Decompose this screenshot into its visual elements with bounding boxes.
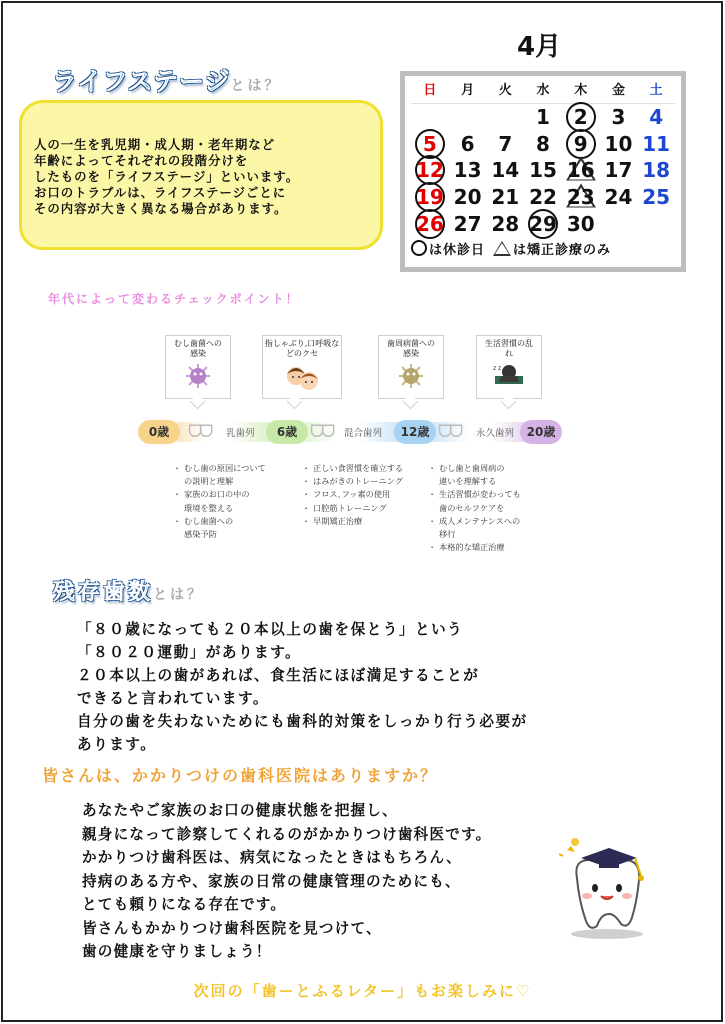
calendar-weekday: 月 — [461, 82, 475, 98]
list-item: ・ むし歯と歯周病の 違いを理解する — [433, 462, 521, 488]
calendar-weekday: 金 — [611, 82, 625, 98]
age-badge: 20歳 — [520, 420, 562, 444]
germ-icon — [396, 362, 426, 390]
sleeping-person-icon — [491, 362, 527, 388]
children-icon — [282, 362, 322, 392]
calendar-day: 8 — [536, 131, 550, 156]
list-item: ・ 早期矯正治療 — [307, 515, 403, 528]
body-line: とても頼りになる存在です。 — [82, 896, 287, 913]
calendar-day: 11 — [642, 131, 671, 156]
body-line: あります。 — [77, 736, 157, 753]
svg-text:z z: z z — [493, 365, 502, 372]
calendar-weekday: 火 — [498, 82, 512, 98]
calendar-day: 29 — [524, 211, 562, 237]
life-stage-heading — [52, 62, 282, 96]
calendar-empty-cell — [600, 211, 638, 237]
list-item: ・ 家族のお口の中の 環境を整える — [178, 488, 266, 514]
stage-label: 永久歯列 — [476, 428, 515, 439]
calendar-legend — [411, 239, 675, 258]
calendar-weekday: 水 — [536, 82, 550, 98]
body-line: かかりつけ歯科医は、病気になったときはもちろん、 — [82, 849, 462, 866]
calendar-weekday: 土 — [649, 82, 663, 98]
calendar-day: 5 — [411, 131, 449, 157]
bubble-label: 歯周病菌への感染 — [387, 339, 435, 358]
calendar-week-row — [411, 131, 675, 158]
age-timeline — [138, 420, 562, 444]
calendar-day: 27 — [453, 211, 482, 236]
calendar-day: 16 — [562, 157, 600, 183]
body-line: 「８０２０運動」があります。 — [77, 644, 302, 661]
legend-ortho-text: は矯正診療のみ — [513, 242, 612, 258]
life-stage-line: 人の一生を乳児期・成人期・老年期など — [34, 137, 276, 152]
calendar-day: 17 — [604, 158, 633, 183]
calendar-day: 13 — [453, 158, 482, 183]
calendar-day: 19 — [411, 184, 449, 210]
calendar — [400, 71, 686, 272]
germ-icon — [183, 362, 213, 390]
calendar-week-row — [411, 184, 675, 211]
calendar-day: 24 — [604, 185, 633, 210]
legend-closed-text: は休診日 — [429, 242, 486, 258]
body-line: 自分の歯を失わないためにも歯科的対策をしっかり行う必要が — [77, 713, 528, 730]
remaining-teeth-heading — [53, 575, 204, 606]
calendar-day: 30 — [566, 211, 595, 236]
checkpoint-bubble — [378, 335, 444, 399]
tooth-mascot-icon — [555, 838, 660, 940]
calendar-week-row — [411, 104, 675, 131]
body-line: 歯の健康を守りましょう！ — [82, 943, 272, 960]
tooth-icon: ᗜᗜ — [188, 422, 211, 442]
calendar-day: 2 — [562, 104, 600, 130]
calendar-week-row — [411, 157, 675, 184]
calendar-week-row — [411, 210, 675, 237]
life-stage-line: 年齢によってそれぞれの段階分けを — [34, 153, 249, 168]
remaining-teeth-title-suffix: とは？ — [153, 587, 205, 603]
body-line: あなたやご家族のお口の健康状態を把握し、 — [82, 802, 398, 819]
list-item: ・ 生活習慣が変わっても 歯のセルフケアを — [433, 488, 521, 514]
age-badge: 0歳 — [138, 420, 180, 444]
calendar-day: 1 — [536, 105, 550, 130]
list-item: ・ フロス､フッ素の使用 — [307, 488, 403, 501]
body-line: 親身になって診察してくれるのがかかりつけ歯科医です。 — [82, 825, 492, 843]
tooth-icon: ᗜᗜ — [310, 422, 333, 442]
calendar-day: 4 — [649, 105, 664, 130]
age-badge: 12歳 — [394, 420, 436, 444]
life-stage-line: お口のトラブルは、ライフステージごとに — [34, 185, 287, 200]
checkpoint-list-0 — [178, 462, 266, 541]
calendar-empty-cell — [637, 211, 675, 237]
family-dentist-heading: 皆さんは、かかりつけの歯科医院はありますか？ — [42, 766, 439, 785]
calendar-month: 4月 — [517, 32, 562, 62]
calendar-empty-cell — [411, 104, 449, 130]
body-line: 皆さんもかかりつけ歯科医院を見つけて、 — [82, 919, 382, 937]
list-item: ・ むし歯菌への 感染予防 — [178, 515, 266, 541]
life-stage-title-suffix: とは？ — [230, 78, 282, 94]
family-dentist-body — [82, 799, 491, 964]
checkpoint-title: 年代によって変わるチェックポイント！ — [48, 292, 300, 306]
calendar-body — [411, 104, 675, 237]
list-item: ・ むし歯の原因について の説明と理解 — [178, 462, 266, 488]
calendar-day: 20 — [453, 185, 482, 210]
calendar-day: 21 — [491, 185, 520, 210]
tooth-icon: ᗜᗜ — [438, 422, 461, 442]
triangle-icon — [493, 241, 511, 256]
list-item: ・ 本格的な矯正治療 — [433, 541, 521, 554]
bubble-label: 指しゃぶり,口呼吸などのクセ — [264, 339, 340, 358]
calendar-day: 23 — [562, 184, 600, 210]
stage-label: 乳歯列 — [226, 428, 255, 439]
calendar-weekday: 木 — [574, 82, 588, 98]
calendar-day: 25 — [642, 185, 671, 210]
calendar-day: 15 — [529, 158, 557, 183]
calendar-day: 22 — [529, 185, 557, 210]
calendar-day: 26 — [411, 211, 449, 237]
list-item: ・ はみがきのトレーニング — [307, 475, 403, 488]
bubble-label: 生活習慣の乱れ — [485, 339, 533, 358]
footer-note: 次回の「歯ーとふるレター」もお楽しみに♡ — [193, 982, 532, 1000]
remaining-teeth-body — [77, 618, 528, 756]
calendar-day: 10 — [604, 131, 633, 156]
checkpoint-list-2 — [433, 462, 521, 554]
remaining-teeth-title: 残存歯数 — [53, 580, 154, 605]
list-item: ・ 正しい食習慣を確立する — [307, 462, 403, 475]
life-stage-line: したものを「ライフステージ」といいます。 — [34, 169, 300, 184]
bubble-label: むし歯菌への感染 — [174, 339, 222, 358]
calendar-day: 12 — [411, 157, 449, 183]
life-stage-line: その内容が大きく異なる場合があります。 — [34, 201, 288, 216]
list-item: ・ 成人メンテナンスへの 移行 — [433, 515, 521, 541]
calendar-day: 6 — [460, 131, 475, 156]
life-stage-box — [19, 100, 383, 250]
life-stage-title: ライフステージ — [52, 67, 231, 96]
calendar-day: 3 — [611, 105, 626, 130]
calendar-day: 7 — [498, 131, 513, 156]
calendar-empty-cell — [449, 104, 487, 130]
calendar-empty-cell — [486, 104, 524, 130]
calendar-day: 28 — [491, 211, 520, 236]
age-badge: 6歳 — [266, 420, 308, 444]
calendar-weekday: 日 — [423, 82, 437, 98]
stage-label: 混合歯列 — [344, 428, 383, 439]
circle-icon — [411, 240, 427, 256]
checkpoint-bubble — [165, 335, 231, 399]
body-line: 「８０歳になっても２０本以上の歯を保とう」という — [77, 621, 464, 638]
calendar-weekday-row — [411, 78, 675, 104]
body-line: 持病のある方や、家族の日常の健康管理のためにも、 — [82, 872, 461, 890]
checkpoint-bubble — [476, 335, 542, 399]
checkpoint-list-1 — [307, 462, 403, 528]
calendar-day: 9 — [562, 131, 600, 157]
calendar-day: 14 — [491, 158, 520, 183]
body-line: ２０本以上の歯があれば、食生活にほぼ満足することが — [77, 667, 480, 684]
calendar-day: 18 — [642, 158, 671, 183]
body-line: できると言われています。 — [77, 690, 269, 707]
checkpoint-bubble — [262, 335, 342, 399]
list-item: ・ 口腔筋トレーニング — [307, 502, 403, 515]
